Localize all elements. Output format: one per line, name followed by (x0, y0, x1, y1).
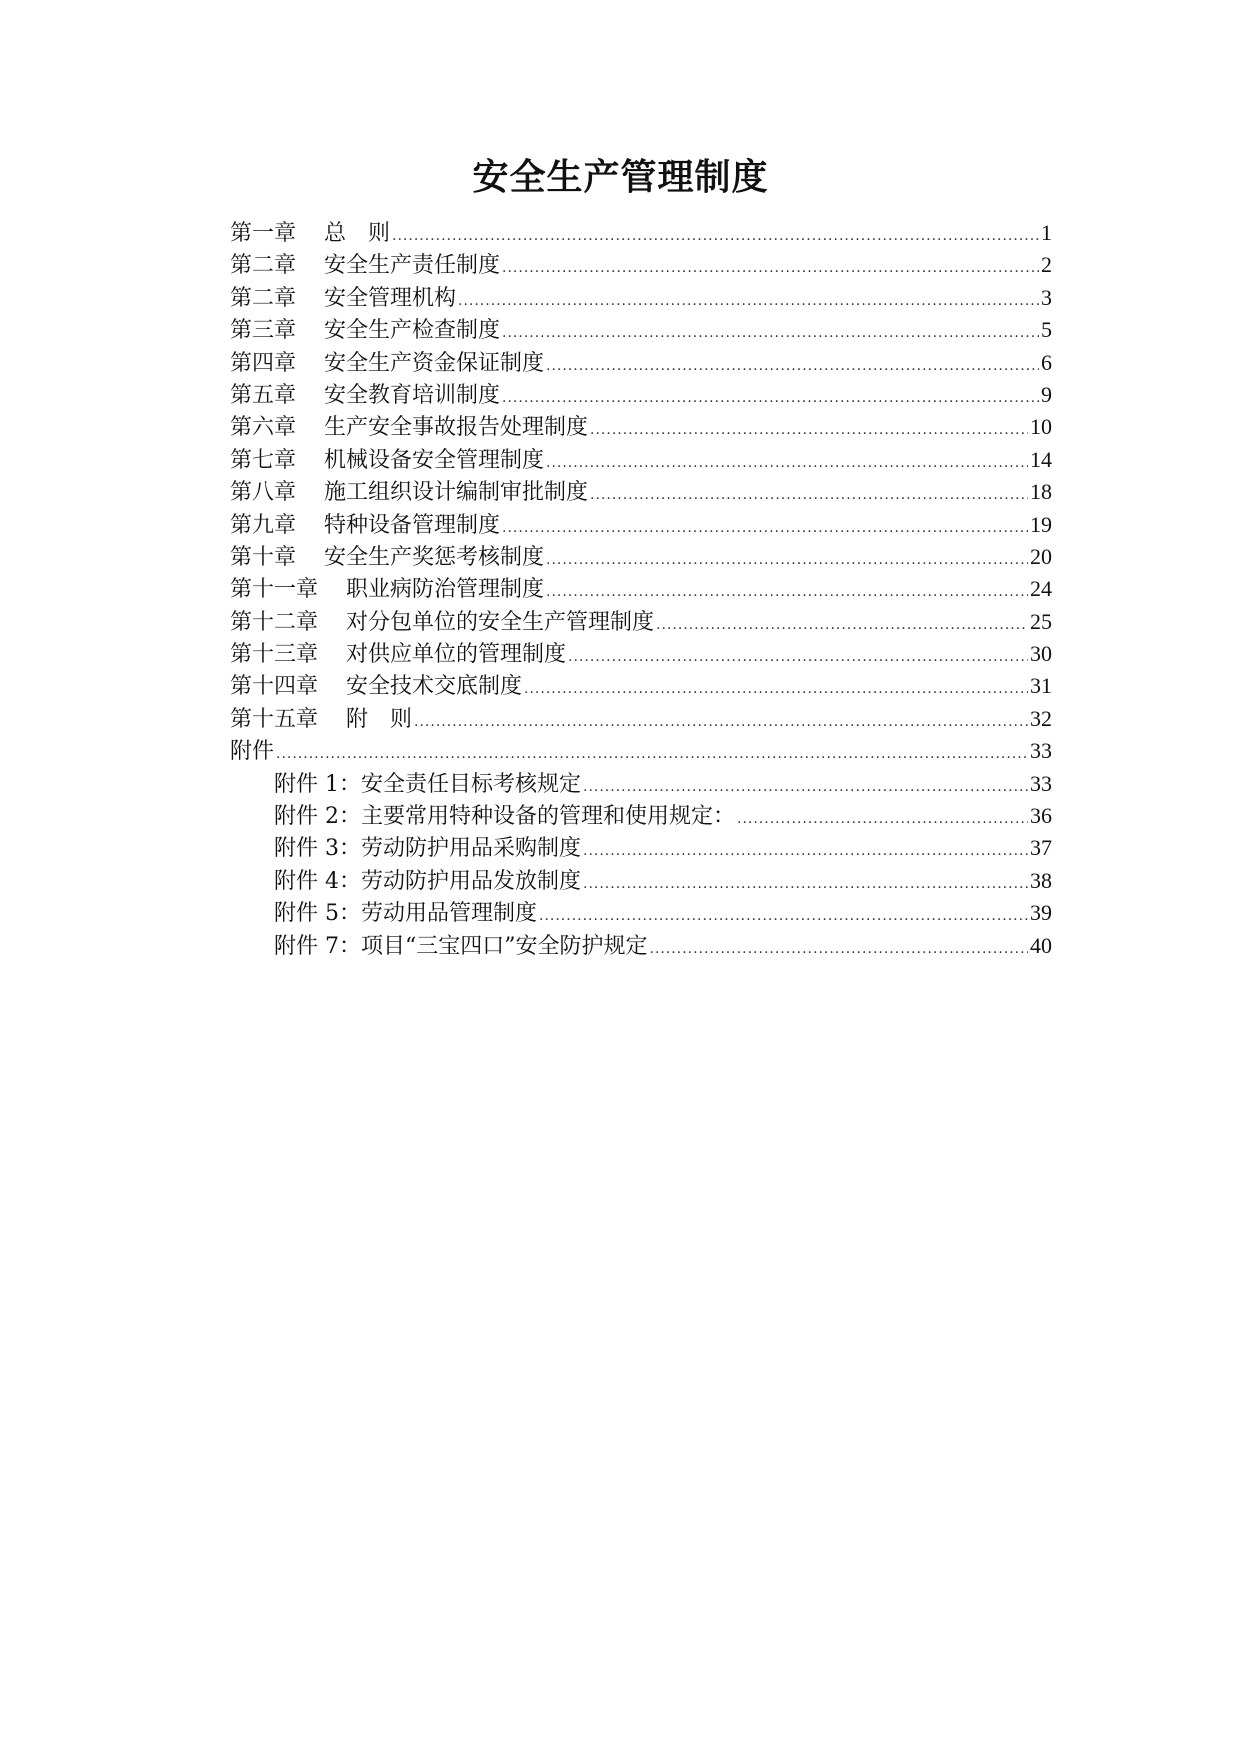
toc-chapter-title: 安全生产检查制度 (324, 318, 501, 344)
toc-page-number: 33 (1030, 770, 1052, 796)
toc-chapter-title: 生产安全事故报告处理制度 (324, 415, 589, 441)
toc-label (230, 574, 544, 606)
toc-page-number: 1 (1041, 220, 1052, 245)
toc-chapter-title: 安全生产责任制度 (324, 253, 501, 279)
toc-chapter-number: 第十三章 (230, 642, 319, 668)
toc-dot-leader (414, 706, 1028, 738)
page-title: 安全生产管理制度 (472, 156, 769, 198)
toc-subentry[interactable] (230, 865, 1052, 897)
toc-entry[interactable] (230, 379, 1052, 411)
toc-page-number: 10 (1030, 414, 1052, 440)
toc-chapter-number: 第十二章 (230, 609, 319, 635)
toc-label (274, 931, 648, 963)
toc-dot-leader (546, 447, 1028, 479)
toc-dot-leader (502, 512, 1028, 544)
toc-label (274, 898, 537, 930)
toc-chapter-number: 第九章 (230, 512, 297, 538)
toc-label (230, 380, 500, 412)
toc-subentry[interactable] (230, 930, 1052, 962)
toc-chapter-number: 第十章 (230, 544, 297, 570)
toc-subentry-title: 附件 4：劳动防护用品发放制度 (274, 868, 581, 894)
toc-page-number: 19 (1030, 511, 1052, 537)
toc-page-number: 25 (1030, 608, 1052, 634)
toc-chapter-number: 第十五章 (230, 706, 319, 732)
toc-chapter-number: 第八章 (230, 480, 297, 506)
toc-page-number: 36 (1030, 803, 1052, 829)
toc-page-number: 14 (1030, 446, 1052, 472)
toc-subentry[interactable] (230, 800, 1052, 832)
toc-page-number: 20 (1030, 543, 1052, 569)
toc-dot-leader (583, 835, 1028, 867)
toc-chapter-number: 第十一章 (230, 577, 319, 603)
toc-subentry-title: 附件 5：劳动用品管理制度 (274, 901, 537, 927)
toc-label (230, 671, 522, 703)
toc-subentry[interactable] (230, 768, 1052, 800)
toc-dot-leader (650, 933, 1029, 965)
toc-page-number: 2 (1041, 252, 1052, 278)
toc-dot-leader (524, 673, 1028, 705)
toc-entry[interactable] (230, 249, 1052, 281)
toc-chapter-title: 对分包单位的安全生产管理制度 (346, 609, 655, 635)
toc-entry[interactable] (230, 509, 1052, 541)
toc-page-number: 33 (1030, 738, 1052, 764)
toc-label (230, 607, 654, 639)
toc-label (274, 833, 581, 865)
toc-chapter-title: 安全生产资金保证制度 (324, 350, 545, 376)
toc-label (230, 348, 544, 380)
toc-dot-leader (276, 738, 1028, 770)
toc-dot-leader (502, 382, 1039, 414)
toc-dot-leader (590, 479, 1028, 511)
toc-chapter-number: 第十四章 (230, 674, 319, 700)
toc-appendix-title: 附件 (230, 739, 275, 765)
toc-subentry-title: 附件 2：主要常用特种设备的管理和使用规定： (274, 804, 735, 830)
toc-dot-leader (546, 350, 1039, 382)
toc-dot-leader (590, 414, 1028, 446)
toc-dot-leader (502, 317, 1039, 349)
toc-page-number: 39 (1030, 900, 1052, 926)
toc-entry[interactable] (230, 476, 1052, 508)
toc-entry[interactable] (230, 638, 1052, 670)
toc-chapter-title: 机械设备安全管理制度 (324, 447, 545, 473)
toc-label (230, 477, 588, 509)
toc-page-number: 3 (1041, 284, 1052, 310)
toc-label (274, 801, 735, 833)
toc-chapter-number: 第七章 (230, 447, 297, 473)
toc-chapter-number: 第四章 (230, 350, 297, 376)
toc-page-number: 38 (1030, 867, 1052, 893)
toc-entry[interactable] (230, 703, 1052, 735)
toc-page-number: 5 (1041, 317, 1052, 343)
toc-chapter-title: 对供应单位的管理制度 (346, 642, 567, 668)
toc-dot-leader (656, 609, 1028, 641)
toc-entry[interactable] (230, 606, 1052, 638)
toc-chapter-title: 总 则 (324, 221, 391, 246)
toc-label (230, 445, 544, 477)
toc-dot-leader (583, 868, 1028, 900)
toc-chapter-title: 附 则 (346, 706, 413, 732)
toc-chapter-title: 安全技术交底制度 (346, 674, 523, 700)
toc-dot-leader (539, 900, 1028, 932)
toc-chapter-title: 安全管理机构 (324, 285, 457, 311)
toc-entry[interactable] (230, 573, 1052, 605)
toc-entry[interactable] (230, 314, 1052, 346)
toc-page-number: 30 (1030, 641, 1052, 667)
toc-dot-leader (502, 252, 1039, 284)
toc-subentry[interactable] (230, 897, 1052, 929)
toc-label (230, 412, 588, 444)
toc-chapter-number: 第二章 (230, 285, 297, 311)
toc-dot-leader (583, 771, 1028, 803)
toc-entry[interactable] (230, 347, 1052, 379)
toc-label (230, 736, 274, 768)
toc-entry[interactable] (230, 444, 1052, 476)
toc-label (230, 218, 390, 250)
toc-page-number: 24 (1030, 576, 1052, 602)
toc-entry[interactable] (230, 670, 1052, 702)
table-of-contents (230, 217, 1052, 962)
toc-label (230, 315, 500, 347)
toc-page-number: 6 (1041, 349, 1052, 375)
toc-label (230, 283, 456, 315)
toc-dot-leader (546, 544, 1028, 576)
toc-page-number: 32 (1030, 705, 1052, 731)
toc-label (230, 639, 566, 671)
toc-label (274, 769, 581, 801)
toc-chapter-title: 职业病防治管理制度 (346, 577, 545, 603)
toc-dot-leader (568, 641, 1028, 673)
toc-page-number: 9 (1041, 381, 1052, 407)
toc-chapter-number: 第二章 (230, 253, 297, 279)
toc-chapter-number: 第五章 (230, 382, 297, 408)
toc-page-number: 31 (1030, 673, 1052, 699)
toc-chapter-number: 第六章 (230, 415, 297, 441)
toc-chapter-title: 安全教育培训制度 (324, 382, 501, 408)
toc-page-number: 40 (1030, 932, 1052, 958)
toc-entry[interactable] (230, 541, 1052, 573)
toc-dot-leader (392, 220, 1039, 252)
toc-subentry-title: 附件 7：项目“三宝四口”安全防护规定 (274, 933, 648, 959)
toc-entry-appendix[interactable] (230, 735, 1052, 767)
toc-label (230, 704, 412, 736)
toc-subentry-title: 附件 1：安全责任目标考核规定 (274, 771, 581, 797)
toc-label (230, 542, 544, 574)
toc-label (230, 250, 500, 282)
toc-label (230, 510, 500, 542)
toc-page-number: 18 (1030, 479, 1052, 505)
toc-entry[interactable] (230, 217, 1052, 249)
toc-dot-leader (458, 285, 1039, 317)
toc-label (274, 866, 581, 898)
toc-entry[interactable] (230, 411, 1052, 443)
toc-chapter-number: 第三章 (230, 318, 297, 344)
toc-page-number: 37 (1030, 835, 1052, 861)
toc-subentry[interactable] (230, 832, 1052, 864)
toc-chapter-title: 特种设备管理制度 (324, 512, 501, 538)
toc-dot-leader (546, 576, 1028, 608)
toc-entry[interactable] (230, 282, 1052, 314)
toc-dot-leader (737, 803, 1028, 835)
toc-chapter-title: 施工组织设计编制审批制度 (324, 480, 589, 506)
toc-chapter-number: 第一章 (230, 221, 297, 246)
toc-subentry-title: 附件 3：劳动防护用品采购制度 (274, 836, 581, 862)
toc-chapter-title: 安全生产奖惩考核制度 (324, 544, 545, 570)
